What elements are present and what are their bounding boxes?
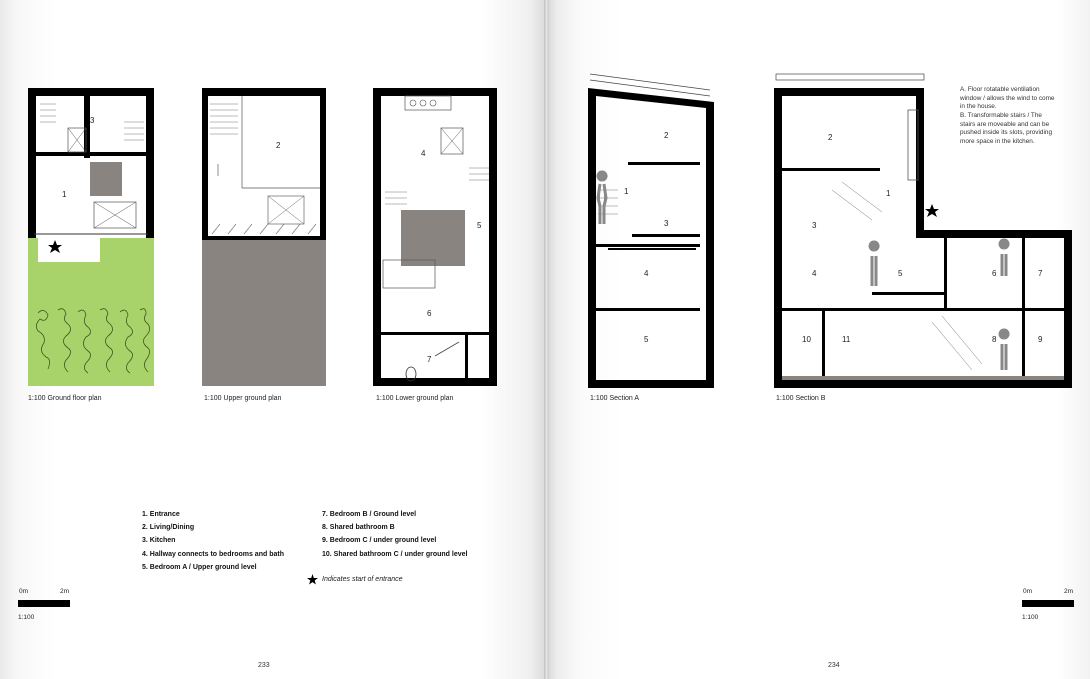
legend-item: 9. Bedroom C / under ground level [322,537,437,545]
legend-item: 1. Entrance [142,511,180,518]
room-label: 2 [828,133,833,142]
entrance-star-icon [307,574,318,585]
room-label: 7 [1038,269,1043,278]
room-label: 1 [62,190,67,199]
note-a: A. Floor rotatable ventilation window / allows the wind to come in the house. [960,86,1055,111]
room-label: 5 [898,269,903,278]
page-number-right: 234 [828,662,840,669]
scale-zero-label: 0m [19,588,29,595]
room-label: 11 [842,335,851,344]
room-label: 3 [664,219,669,228]
room-label: 4 [644,269,649,278]
room-label: 5 [477,221,482,230]
entrance-note: Indicates start of entrance [322,576,403,583]
legend-item: 2. Living/Dining [142,524,195,532]
scale-ratio: 1:100 [1022,614,1039,621]
legend-item: 7. Bedroom B / Ground level [322,511,417,518]
caption-upper-ground: 1:100 Upper ground plan [204,395,282,402]
caption-ground-floor: 1:100 Ground floor plan [28,395,102,402]
room-label: 1 [624,187,629,196]
room-label: 2 [276,141,281,150]
room-label: 9 [1038,335,1043,344]
scale-two-label: 2m [1064,588,1074,595]
legend-item: 4. Hallway connects to bedrooms and bath [142,550,284,558]
legend-item: 5. Bedroom A / Upper ground level [142,563,257,571]
room-label: 3 [90,116,95,125]
section-a [588,70,714,390]
scale-bar [18,600,70,607]
note-b: B. Transformable stairs / The stairs are moveable and can be pushed inside its slots, providing more space in the kitchen. [960,112,1053,145]
scale-ratio: 1:100 [18,614,35,621]
page-number-left: 233 [258,662,270,669]
room-label: 8 [992,335,997,344]
room-label: 5 [644,335,649,344]
upper-ground-plan [202,88,326,388]
caption-section-a: 1:100 Section A [590,395,640,402]
room-label: 10 [802,335,811,344]
legend-column-2 [322,508,467,561]
legend-item: 8. Shared bathroom B [322,524,395,532]
room-label: 4 [812,269,817,278]
legend-column-1 [142,508,284,574]
room-label: 3 [812,221,817,230]
legend-item: 3. Kitchen [142,537,176,545]
room-label: 1 [886,189,891,198]
ground-floor-plan [28,88,154,388]
legend-item: 10. Shared bathroom C / under ground level [322,550,468,558]
room-label: 2 [664,131,669,140]
scale-zero-label: 0m [1023,588,1033,595]
room-label: 7 [427,355,432,364]
room-label: 6 [427,309,432,318]
scale-bar [1022,600,1074,607]
room-label: 6 [992,269,997,278]
caption-section-b: 1:100 Section B [776,395,826,402]
scale-two-label: 2m [60,588,70,595]
lower-ground-plan [373,88,497,388]
caption-lower-ground: 1:100 Lower ground plan [376,395,454,402]
book-gutter [544,0,549,679]
room-label: 4 [421,149,426,158]
